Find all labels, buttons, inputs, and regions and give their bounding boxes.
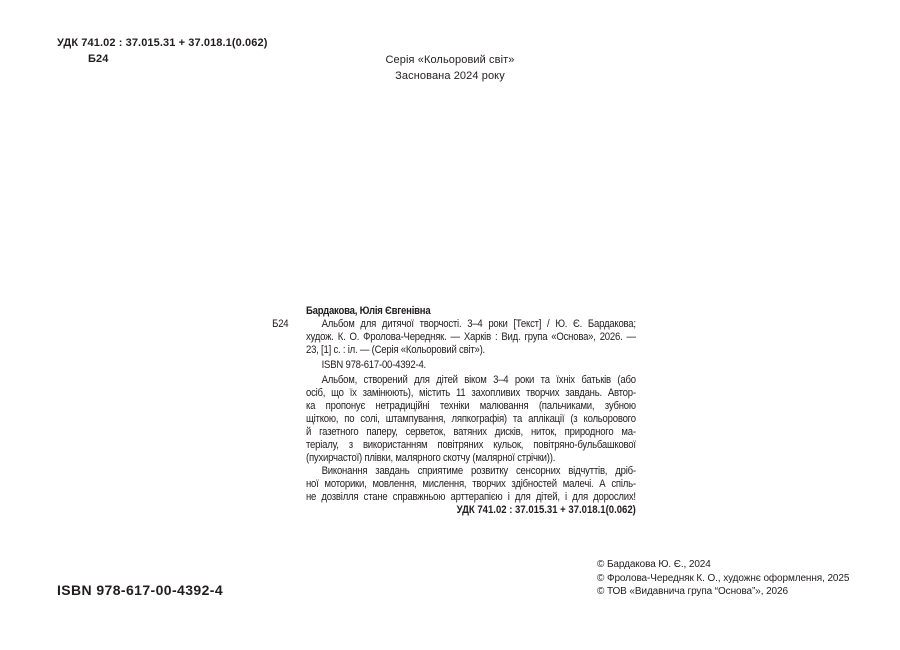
text-line: © Фролова-Чередняк К. О., художнє оформлення, 2025 — [597, 572, 850, 584]
text-line: © Бардакова Ю. Є., 2024 — [597, 559, 711, 570]
text-line: (пухирчастої) плівки, малярного скотчу (малярної стрічки)). — [306, 452, 556, 464]
copyright-block — [597, 558, 849, 599]
author-index-code: Б24 — [88, 53, 109, 65]
text-line: Альбом, створений для дітей віком 3–4 роки та їхніх батьків (або — [321, 374, 636, 386]
entry-citation — [306, 318, 636, 357]
text-line: осіб, що їх замінюють), містить 11 захопливих творчих завдань. Автор- — [306, 387, 636, 399]
text-line: ної моторики, мовлення, мислення, творчих здібностей малечі. А спіль- — [306, 478, 636, 490]
text-line: Виконання завдань сприятиме розвитку сенсорних відчуттів, дріб- — [321, 465, 636, 477]
text-line: ка пропонує нетрадиційні техніки малювання (пальчиками, зубною — [306, 400, 636, 412]
text-line: Альбом для дитячої творчості. 3–4 роки [Текст] / Ю. Є. Бардакова; — [321, 318, 636, 330]
entry-annotation-paragraph-2 — [306, 465, 636, 504]
bibliographic-entry — [272, 305, 636, 517]
text-line: теріалу, з використанням повітряних кульок, повітряно-бульбашкової — [306, 439, 636, 451]
entry-index-code: Б24 — [272, 318, 289, 330]
footer-isbn: ISBN 978-617-00-4392-4 — [57, 582, 224, 598]
text-line: й газетного паперу, серветок, ватяних дисків, ниток, природного ма- — [306, 426, 636, 438]
entry-author-name: Бардакова, Юлія Євгенівна — [306, 305, 431, 317]
text-line: не дозвілля стане справжньою арттерапією і для дітей, і для дорослих! — [306, 491, 636, 503]
series-founded-year: Заснована 2024 року — [395, 70, 505, 82]
udc-code: УДК 741.02 : 37.015.31 + 37.018.1(0.062) — [57, 37, 268, 49]
series-block — [0, 52, 900, 84]
text-line: худож. К. О. Фролова-Чередняк. — Харків : Вид. група «Основа», 2026. — — [306, 331, 636, 343]
text-line: 23, [1] с. : іл. — (Серія «Кольоровий світ»). — [306, 344, 485, 356]
entry-isbn: ISBN 978-617-00-4392-4. — [321, 359, 426, 371]
series-title: Серія «Кольоровий світ» — [385, 54, 515, 66]
text-line: © ТОВ «Видавнича група “Основа”», 2026 — [597, 586, 788, 597]
entry-udc-code: УДК 741.02 : 37.015.31 + 37.018.1(0.062) — [456, 504, 636, 516]
entry-annotation-paragraph-1 — [306, 374, 636, 465]
text-line: щіткою, по солі, штампування, ляпкографія) та аплікації (з кольорового — [306, 413, 636, 425]
